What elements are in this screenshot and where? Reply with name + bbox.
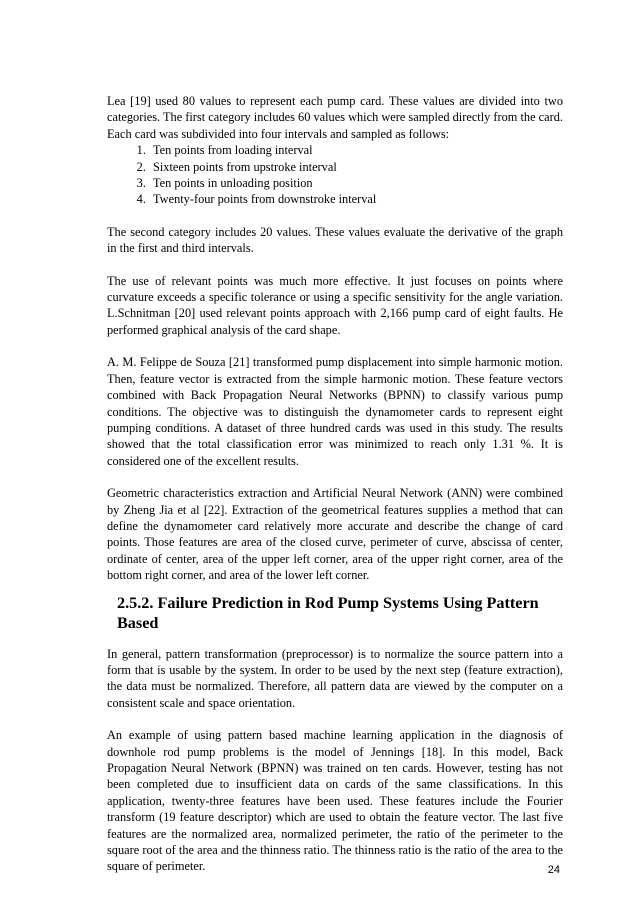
list-item: 4. Twenty-four points from downstroke interval bbox=[149, 191, 563, 207]
paragraph-geometric: Geometric characteristics extraction and Artificial Neural Network (ANN) were combined by Zheng Jia et al [22]. Extraction of the geometrical features supplies a method that can define the dynamometer card relatively more accurate and describe the change of card points. Those features are area of the closed curve, perimeter of curve, abscissa of center, ordinate of center, area of the upper left corner, area of the upper right corner, area of the bottom right corner, and area of the lower left corner. bbox=[107, 486, 563, 583]
sampling-list bbox=[107, 142, 563, 208]
list-item: 3. Ten points in unloading position bbox=[149, 175, 563, 191]
list-item: 1. Ten points from loading interval bbox=[149, 142, 563, 158]
paragraph-felippe: A. M. Felippe de Souza [21] transformed pump displacement into simple harmonic motion. Then, feature vector is extracted from the simple harmonic motion. These feature vectors combined with Back Propagation Neural Networks (BPNN) to classify various pump conditions. The objective was to distinguish the dynamometer cards to represent eight pumping conditions. A dataset of three hundred cards was used in this study. The results showed that the total classification error was minimized to reach only 1.31 %. It is considered one of the excellent results. bbox=[107, 355, 563, 468]
page-number: 24 bbox=[547, 864, 560, 876]
section-heading: 2.5.2. Failure Prediction in Rod Pump Systems Using Pattern Based bbox=[117, 593, 539, 632]
list-item: 2. Sixteen points from upstroke interval bbox=[149, 159, 563, 175]
paragraph-jennings: An example of using pattern based machine learning application in the diagnosis of downhole rod pump problems is the model of Jennings [18]. In this model, Back Propagation Neural Network (BPNN) was trained on ten cards. However, testing has not been completed due to insufficient data on cards of the same classifications. In this application, twenty-three features have been used. These features include the Fourier transform (19 feature descriptor) which are used to obtain the feature vector. The last five features are the normalized area, normalized perimeter, the ratio of the perimeter to the square root of the area and the thinness ratio. The thinness ratio is the ratio of the area to the square of perimeter. bbox=[107, 728, 563, 874]
paragraph-second-category: The second category includes 20 values. These values evaluate the derivative of the graph in the first and third intervals. bbox=[107, 224, 563, 256]
paragraph-pattern-transformation: In general, pattern transformation (preprocessor) is to normalize the source pattern into a form that is usable by the system. In order to be used by the next step (feature extraction), the data must be normalized. Therefore, all pattern data are viewed by the computer on a consistent scale and space orientation. bbox=[107, 646, 563, 710]
paragraph-relevant-points: The use of relevant points was much more effective. It just focuses on points where curvature exceeds a specific tolerance or using a specific sensitivity for the angle variation. L.Schnitman [20] used relevant points approach with 2,166 pump card of eight faults. He performed graphical analysis of the card shape. bbox=[107, 273, 563, 337]
page-content bbox=[107, 93, 563, 875]
paragraph-lea: Lea [19] used 80 values to represent each pump card. These values are divided into two categories. The first category includes 60 values which were sampled directly from the card. Each card was subdivided into four intervals and sampled as follows: bbox=[107, 94, 563, 141]
